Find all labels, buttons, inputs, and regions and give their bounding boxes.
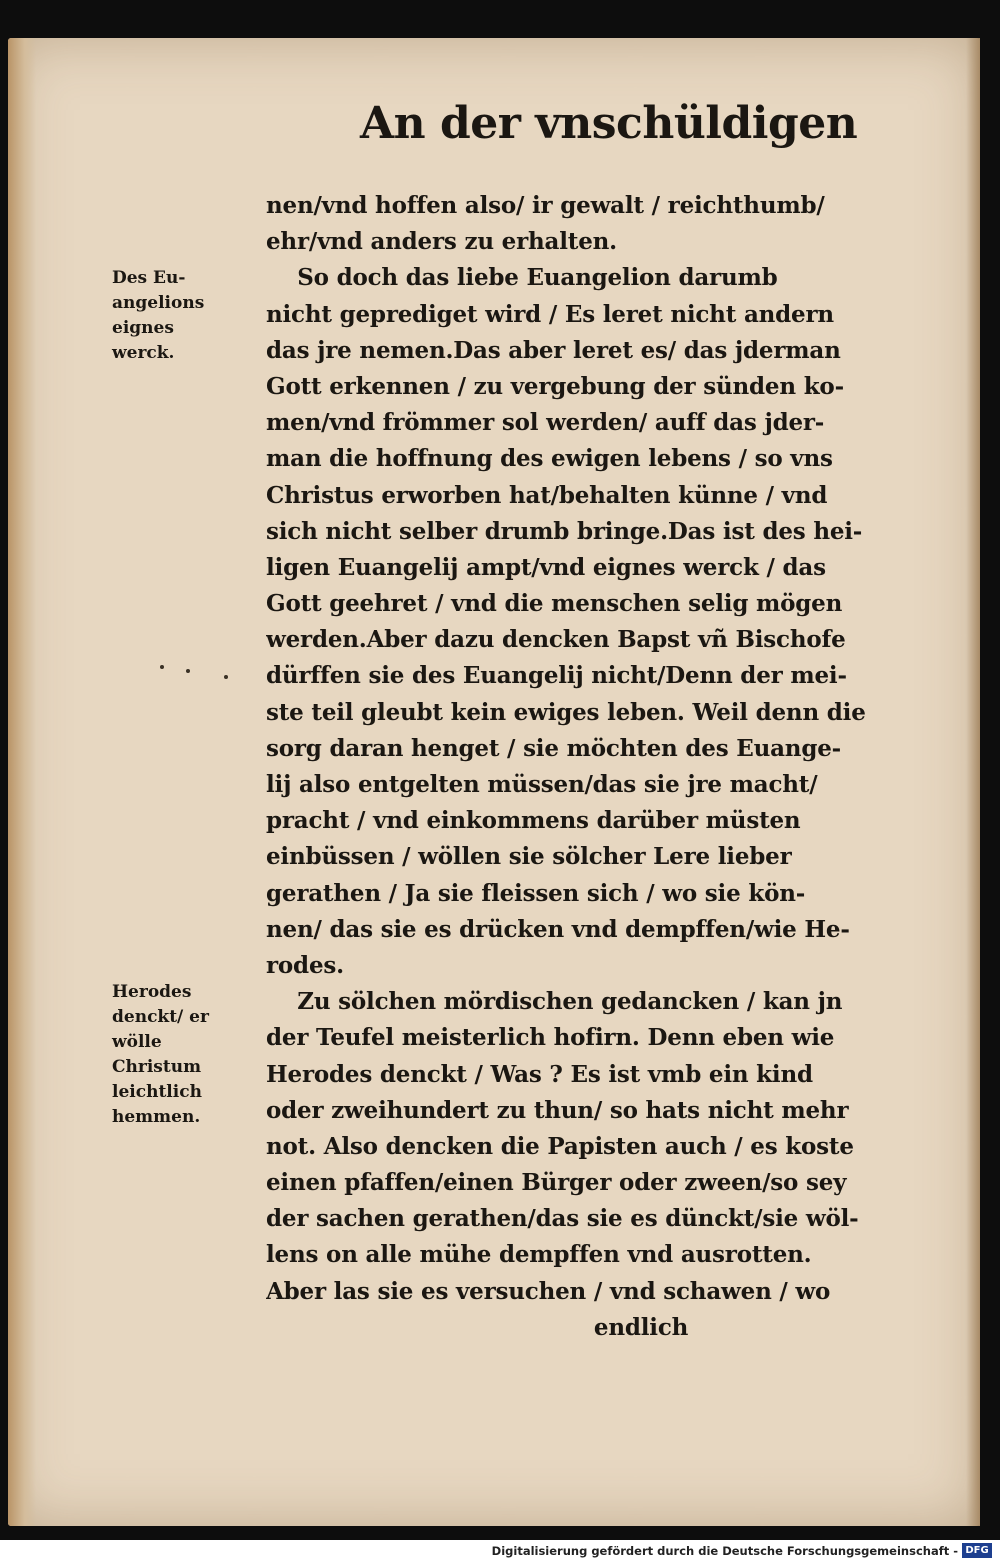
body-text-line: sorg daran henget / sie möchten des Euange- xyxy=(266,734,841,762)
body-text-line: dürffen sie des Euangelij nicht/Denn der mei- xyxy=(266,662,847,690)
marginal-note-line: eignes xyxy=(112,318,174,338)
marginal-note-1 xyxy=(112,266,258,366)
marginal-note-line: Des Eu- xyxy=(112,268,186,288)
running-headline: An der vnschüldigen xyxy=(360,98,858,149)
body-text-line: man die hoffnung des ewigen lebens / so vns xyxy=(266,445,833,473)
marginal-note-line: werck. xyxy=(112,343,175,363)
body-text-line: Christus erworben hat/behalten künne / vnd xyxy=(266,481,828,509)
ink-specks xyxy=(158,663,238,683)
body-text-line: nen/ das sie es drücken vnd dempffen/wie He- xyxy=(266,915,850,943)
marginal-note-line: Herodes xyxy=(112,982,192,1002)
body-text-block xyxy=(266,188,946,1346)
marginal-note-2 xyxy=(112,980,258,1130)
body-text-line: oder zweihundert zu thun/ so hats nicht mehr xyxy=(266,1096,849,1124)
body-text-line: pracht / vnd einkommens darüber müsten xyxy=(266,807,801,835)
body-text-line: einbüssen / wöllen sie sölcher Lere lieber xyxy=(266,843,792,871)
body-text-line: gerathen / Ja sie fleissen sich / wo sie kön- xyxy=(266,879,806,907)
marginal-note-line: wölle xyxy=(112,1032,162,1052)
marginal-note-line: angelions xyxy=(112,293,205,313)
body-text-line: ehr/vnd anders zu erhalten. xyxy=(266,228,617,256)
body-text-line: werden.Aber dazu dencken Bapst vñ Bischofe xyxy=(266,626,846,654)
marginal-note-line: Christum xyxy=(112,1057,202,1077)
body-text-line: not. Also dencken die Papisten auch / es koste xyxy=(266,1132,854,1160)
body-text-line: So doch das liebe Euangelion darumb xyxy=(266,264,778,292)
body-text-line: nen/vnd hoffen also/ ir gewalt / reichthumb/ xyxy=(266,192,825,219)
body-text-line: der Teufel meisterlich hofirn. Denn eben wie xyxy=(266,1024,835,1052)
marginal-note-line: denckt/ er xyxy=(112,1007,209,1027)
body-text-line: Aber las sie es versuchen / vnd schawen / wo xyxy=(266,1277,831,1305)
body-text-line: ste teil gleubt kein ewiges leben. Weil denn die xyxy=(266,698,866,726)
body-text-line: das jre nemen.Das aber leret es/ das jderman xyxy=(266,336,841,364)
digitization-credit: Digitalisierung gefördert durch die Deutsche Forschungsgemeinschaft - xyxy=(491,1544,958,1558)
body-text-line: lens on alle mühe dempffen vnd ausrotten. xyxy=(266,1241,812,1269)
body-text-line: Gott geehret / vnd die menschen selig mögen xyxy=(266,590,843,618)
body-text-line: der sachen gerathen/das sie es dünckt/sie wöl- xyxy=(266,1205,859,1233)
body-text-line: rodes. xyxy=(266,951,344,979)
body-text-line: men/vnd frömmer sol werden/ auff das jder- xyxy=(266,409,825,437)
body-text-line: Gott erkennen / zu vergebung der sünden ko- xyxy=(266,372,844,400)
body-text-line: Herodes denckt / Was ? Es ist vmb ein kind xyxy=(266,1060,813,1088)
body-text-line: ligen Euangelij ampt/vnd eignes werck / das xyxy=(266,553,826,581)
marginal-note-line: hemmen. xyxy=(112,1107,201,1127)
body-text-line: endlich xyxy=(266,1313,689,1341)
body-text-line: nicht geprediget wird / Es leret nicht andern xyxy=(266,300,834,328)
body-text-line: einen pfaffen/einen Bürger oder zween/so sey xyxy=(266,1169,847,1197)
ink-speck xyxy=(224,675,228,679)
body-text-line: lij also entgelten müssen/das sie jre macht/ xyxy=(266,771,818,798)
marginal-note-line: leichtlich xyxy=(112,1082,202,1102)
page-binding-shadow xyxy=(8,38,36,1526)
dfg-logo: DFG xyxy=(962,1543,992,1558)
body-text-line: Zu sölchen mördischen gedancken / kan jn xyxy=(266,988,843,1016)
body-text-line: sich nicht selber drumb bringe.Das ist des hei- xyxy=(266,517,863,545)
ink-speck xyxy=(186,669,190,673)
page-edge-shadow xyxy=(966,38,980,1526)
ink-speck xyxy=(160,665,164,669)
